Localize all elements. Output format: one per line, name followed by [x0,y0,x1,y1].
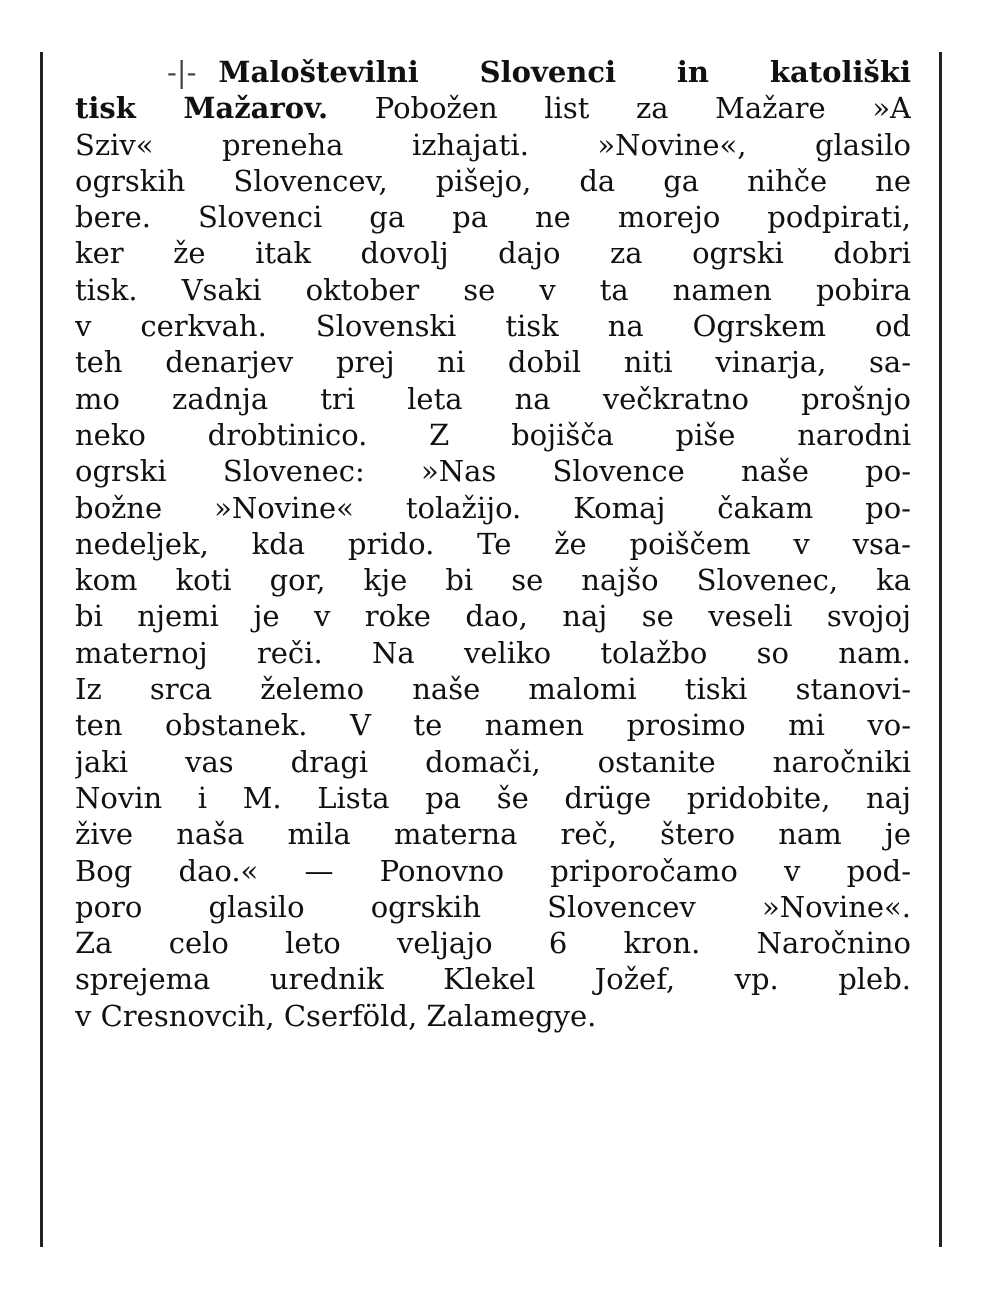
article-line: poro glasilo ogrskih Slovencev »Novine«. [75,889,911,924]
headline-part: Maloštevilni Slovenci in katoliški [218,55,911,89]
article-line: bi njemi je v roke dao, naj se veseli svojoj [75,599,911,634]
article-line [75,54,911,90]
article-line: v Cresnovcih, Cserföld, Zalamegye. [75,998,597,1033]
article-line: ker že itak dovolj dajo za ogrski dobri [75,236,911,271]
article-line: tisk. Vsaki oktober se v ta namen pobira [75,272,911,307]
article-line: mo zadnja tri leta na večkratno prošnjo [75,381,911,416]
article-line: ogrskih Slovencev, pišejo, da ga nihče ne [75,163,911,198]
line-text: Pobožen list za Mažare »A [328,91,911,126]
article-line: Bog dao.« — Ponovno priporočamo v pod- [75,853,911,888]
article-line: Iz srca želemo naše malomi tiski stanovi- [75,672,911,707]
article-line: Za celo leto veljajo 6 kron. Naročnino [75,926,911,961]
article-line: božne »Novine« tolažijo. Komaj čakam po- [75,490,911,525]
article-line: Novin i M. Lista pa še drüge pridobite, naj [75,780,911,815]
article-line: ogrski Slovenec: »Nas Slovence naše po- [75,454,911,489]
article-line: jaki vas dragi domači, ostanite naročniki [75,744,911,779]
column-rule-left [40,52,43,1247]
section-marker: -|- [167,55,197,89]
article-line [75,90,911,126]
article-line: nedeljek, kda prido. Te že poiščem v vsa- [75,526,911,561]
article-line: sprejema urednik Klekel Jožef, vp. pleb. [75,962,911,997]
article-line: teh denarjev prej ni dobil niti vinarja, sa- [75,345,911,380]
article-line: žive naša mila materna reč, štero nam je [75,817,911,852]
headline-part: tisk Mažarov. [75,91,329,126]
article-line: ten obstanek. V te namen prosimo mi vo- [75,708,911,743]
article-line: neko drobtinico. Z bojišča piše narodni [75,417,911,452]
article-line: v cerkvah. Slovenski tisk na Ogrskem od [75,309,911,344]
article-line: kom koti gor, kje bi se najšo Slovenec, ka [75,563,911,598]
article-line: maternoj reči. Na veliko tolažbo so nam. [75,635,911,670]
article-line: Sziv« preneha izhajati. »Novine«, glasilo [75,127,911,162]
article-line: bere. Slovenci ga pa ne morejo podpirati, [75,200,911,235]
article-column [75,54,911,1034]
column-rule-right [939,52,942,1247]
